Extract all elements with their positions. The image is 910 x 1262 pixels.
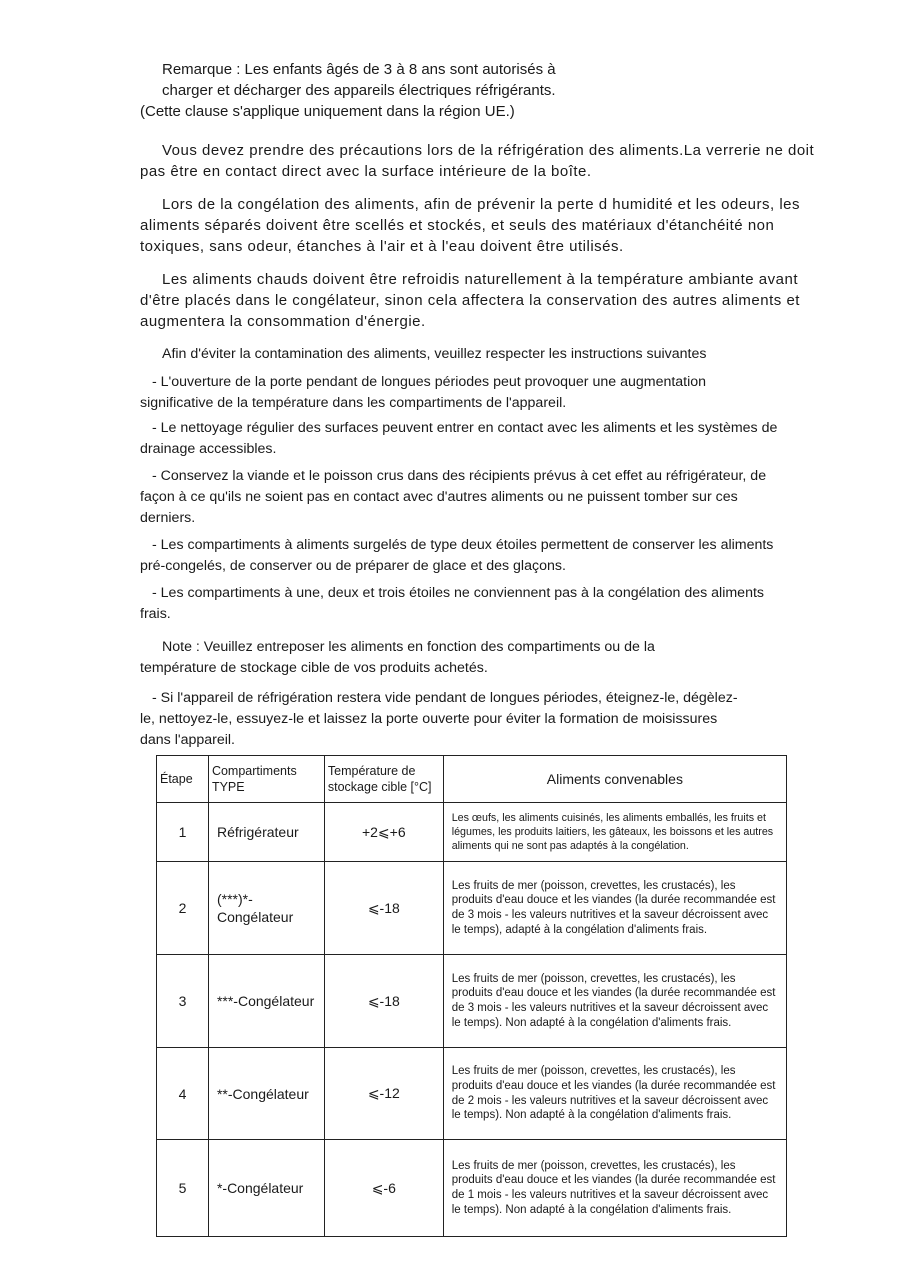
row-temperature: ⩽-18 [324,862,443,955]
note-paragraph [140,637,730,679]
bullet-two-star-text: - Les compartiments à aliments surgelés de type deux étoiles permettent de conserver les aliments pré-congelés, de conserver ou de préparer de glace et des glaçons. [140,537,774,574]
remarque-line-1: Remarque : Les enfants âgés de 3 à 8 ans sont autorisés à [162,61,556,78]
bullet-star-compartments [140,583,780,625]
table-row [157,803,787,862]
header-suitable-food: Aliments convenables [443,756,786,803]
remarque-text [140,59,840,122]
row-step: 4 [157,1048,209,1140]
row-step: 3 [157,955,209,1048]
bullet-cleaning [140,418,780,460]
bullet-door-opening [140,372,780,414]
row-step: 1 [157,803,209,862]
note-text: Note : Veuillez entreposer les aliments en fonction des compartiments ou de la température de stockage cible de vos produits achetés. [140,639,655,676]
hot-food-paragraph [140,269,830,332]
bullet-two-star [140,535,780,577]
table-row [157,955,787,1048]
header-step: Étape [157,756,209,803]
row-type: Réfrigérateur [208,803,324,862]
row-type: *-Congélateur [208,1140,324,1237]
header-type: Compartiments TYPE [208,756,324,803]
row-suitable-food: Les fruits de mer (poisson, crevettes, les crustacés), les produits d'eau douce et les viandes (la durée recommandée est de 1 mois - les valeurs nutritives et la saveur décroissent avec le temps). Non adapté à la congélation d'aliments frais. [443,1140,786,1237]
row-temperature: +2⩽+6 [324,803,443,862]
row-suitable-food: Les œufs, les aliments cuisinés, les aliments emballés, les fruits et légumes, les produits laitiers, les gâteaux, les boissons et les autres aliments qui ne sont pas adaptés à la congélation. [443,803,786,862]
congelation-text: Lors de la congélation des aliments, afin de prévenir la perte d humidité et les odeurs, les aliments séparés doivent être scellés et stockés, et seuls des matériaux d'étanchéité non toxiques, sans odeur, étanches à l'air et à l'eau doivent être utilisés. [140,196,801,255]
bullet-star-compartments-text: - Les compartiments à une, deux et trois étoiles ne conviennent pas à la congélation des aliments frais. [140,585,764,622]
bullet-raw-meat-text: - Conservez la viande et le poisson crus dans des récipients prévus à cet effet au réfrigérateur, de façon à ce qu'ils ne soient pas en contact avec d'autres aliments ou ne puissent tomber sur ces derniers. [140,468,767,526]
bullet-cleaning-text: - Le nettoyage régulier des surfaces peuvent entrer en contact avec les aliments et les systèmes de drainage accessibles. [140,420,778,457]
row-type: ***-Congélateur [208,955,324,1048]
table-header-row [157,756,787,803]
bullet-empty-appliance [140,688,740,751]
row-step: 5 [157,1140,209,1237]
contamination-intro-text: Afin d'éviter la contamination des aliments, veuillez respecter les instructions suivantes [162,346,707,362]
row-type: (***)*-Congélateur [208,862,324,955]
row-temperature: ⩽-6 [324,1140,443,1237]
bullet-raw-meat [140,466,780,529]
header-temperature: Température de stockage cible [°C] [324,756,443,803]
storage-table [156,755,787,1237]
contamination-intro [140,344,840,365]
congelation-paragraph [140,194,840,257]
hot-food-text: Les aliments chauds doivent être refroidis naturellement à la température ambiante avant d'être placés dans le congélateur, sinon cela affectera la conservation des autres aliments et augmentera la consommation d'énergie. [140,271,800,330]
row-type: **-Congélateur [208,1048,324,1140]
row-suitable-food: Les fruits de mer (poisson, crevettes, les crustacés), les produits d'eau douce et les viandes (la durée recommandée est de 3 mois - les valeurs nutritives et la saveur décroissent avec le temps), adapté à la congélation d'aliments frais. [443,862,786,955]
table-row [157,1048,787,1140]
row-temperature: ⩽-12 [324,1048,443,1140]
remarque-line-2: charger et décharger des appareils électriques réfrigérants. [162,82,556,99]
precautions-text: Vous devez prendre des précautions lors de la réfrigération des aliments.La verrerie ne doit pas être en contact direct avec la surface intérieure de la boîte. [140,142,815,180]
row-suitable-food: Les fruits de mer (poisson, crevettes, les crustacés), les produits d'eau douce et les viandes (la durée recommandée est de 3 mois - les valeurs nutritives et la saveur décroissent avec le temps). Non adapté à la congélation d'aliments frais. [443,955,786,1048]
row-step: 2 [157,862,209,955]
bullet-empty-appliance-text: - Si l'appareil de réfrigération restera vide pendant de longues périodes, éteignez-le, dégèlez-le, nettoyez-le, essuyez-le et laissez la porte ouverte pour éviter la formation de moisissures dans l'appareil. [140,690,738,748]
precautions-paragraph [140,140,835,182]
bullet-door-opening-text: - L'ouverture de la porte pendant de longues périodes peut provoquer une augmentation significative de la température dans les compartiments de l'appareil. [140,374,707,411]
table-row [157,862,787,955]
row-suitable-food: Les fruits de mer (poisson, crevettes, les crustacés), les produits d'eau douce et les viandes (la durée recommandée est de 2 mois - les valeurs nutritives et la saveur décroissent avec le temps). Non adapté à la congélation d'aliments frais. [443,1048,786,1140]
remarque-line-3: (Cette clause s'applique uniquement dans la région UE.) [140,103,515,120]
row-temperature: ⩽-18 [324,955,443,1048]
table-row [157,1140,787,1237]
